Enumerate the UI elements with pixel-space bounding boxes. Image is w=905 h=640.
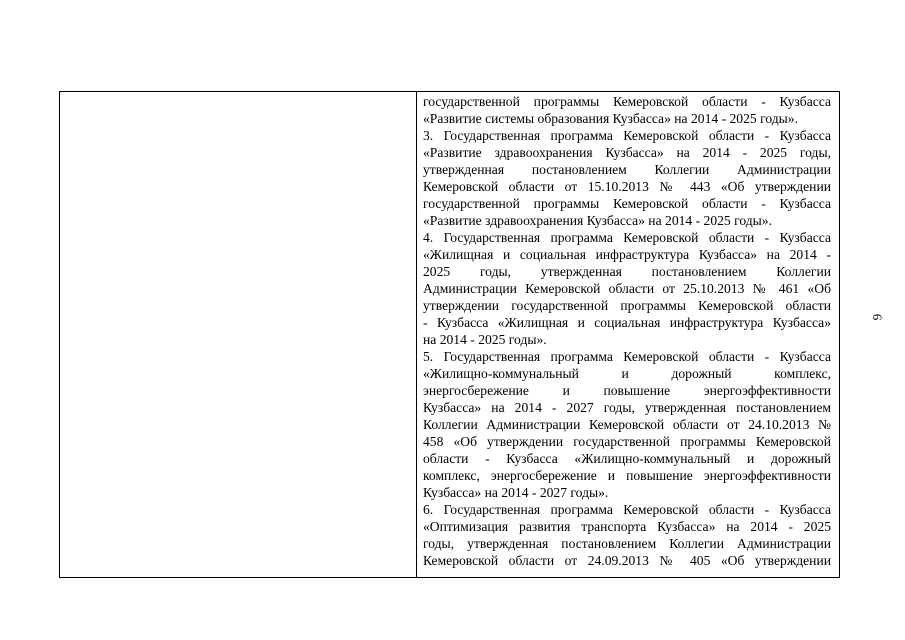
text-line: утверждении государственной программы Кемеровской области bbox=[423, 298, 831, 313]
text-line: «Развитие здравоохранения Кузбасса» на 2014 - 2025 годы, bbox=[423, 145, 831, 160]
text-line: «Развитие системы образования Кузбасса» на 2014 - 2025 годы». bbox=[423, 111, 798, 126]
table-right-cell bbox=[417, 92, 839, 577]
text-line: государственной программы Кемеровской области - Кузбасса bbox=[423, 94, 831, 109]
text-line: 5. Государственная программа Кемеровской области - Кузбасса bbox=[423, 349, 831, 364]
text-line: Кемеровской области от 24.09.2013 № 405 «Об утверждении bbox=[423, 553, 831, 568]
text-line: 4. Государственная программа Кемеровской области - Кузбасса bbox=[423, 230, 831, 245]
text-line: Администрации Кемеровской области от 25.10.2013 № 461 «Об bbox=[423, 281, 831, 296]
text-line: - Кузбасса «Жилищная и социальная инфраструктура Кузбасса» bbox=[423, 315, 831, 330]
text-line: энергосбережение и повышение энергоэффективности bbox=[423, 383, 831, 398]
text-line: на 2014 - 2025 годы». bbox=[423, 332, 547, 347]
text-line: «Оптимизация развития транспорта Кузбасса» на 2014 - 2025 bbox=[423, 519, 831, 534]
text-line: Кемеровской области от 15.10.2013 № 443 «Об утверждении bbox=[423, 179, 831, 194]
text-line: 2025 годы, утвержденная постановлением Коллегии bbox=[423, 264, 831, 279]
text-line: «Жилищно-коммунальный и дорожный комплекс, bbox=[423, 366, 831, 381]
document-table bbox=[59, 91, 840, 578]
text-line: 3. Государственная программа Кемеровской области - Кузбасса bbox=[423, 128, 831, 143]
text-line: Кузбасса» на 2014 - 2027 годы, утвержденная постановлением bbox=[423, 400, 831, 415]
text-line: годы, утвержденная постановлением Коллегии Администрации bbox=[423, 536, 831, 551]
text-line: области - Кузбасса «Жилищно-коммунальный и дорожный bbox=[423, 451, 831, 466]
text-line: утвержденная постановлением Коллегии Администрации bbox=[423, 162, 831, 177]
table-left-cell bbox=[60, 92, 417, 577]
text-line: 6. Государственная программа Кемеровской области - Кузбасса bbox=[423, 502, 831, 517]
text-line: 458 «Об утверждении государственной программы Кемеровской bbox=[423, 434, 831, 449]
text-line: Кузбасса» на 2014 - 2027 годы». bbox=[423, 485, 609, 500]
page-number: 6 bbox=[870, 313, 885, 321]
text-line: Коллегии Администрации Кемеровской области от 24.10.2013 № bbox=[423, 417, 831, 432]
text-line: «Жилищная и социальная инфраструктура Кузбасса» на 2014 - bbox=[423, 247, 831, 262]
text-line: «Развитие здравоохранения Кузбасса» на 2014 - 2025 годы». bbox=[423, 213, 773, 228]
text-line: комплекс, энергосбережение и повышение энергоэффективности bbox=[423, 468, 831, 483]
text-line: государственной программы Кемеровской области - Кузбасса bbox=[423, 196, 831, 211]
